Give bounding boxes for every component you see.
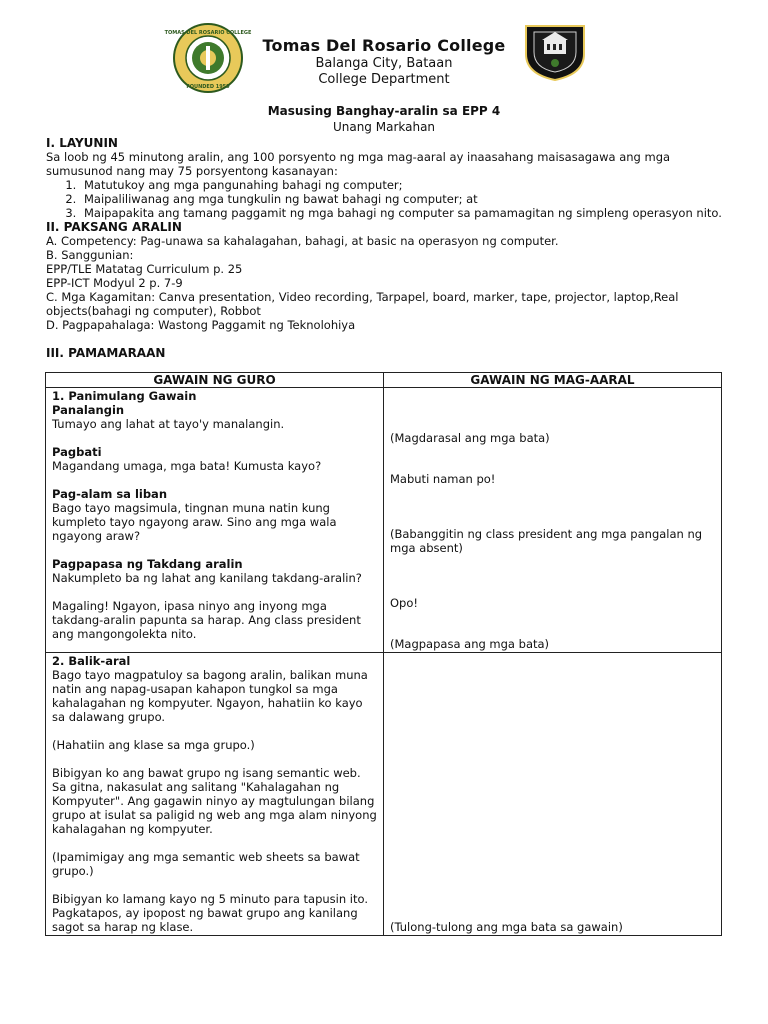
sub-heading: Pag-alam sa liban — [52, 487, 168, 501]
student-response: (Magpapasa ang mga bata) — [390, 637, 550, 651]
logo-founded-text: FOUNDED 1959 — [186, 84, 230, 90]
teacher-text: Bibigyan ko lamang kayo ng 5 minuto para tapusin ito. Pagkatapos, ay ipopost ng bawat grupo ang kanilang sagot sa harap ng klase. — [52, 892, 368, 934]
table-header-row — [46, 373, 722, 388]
college-name: Tomas Del Rosario College — [262, 36, 506, 55]
shield-crest-icon — [522, 22, 588, 82]
row-title: 1. Panimulang Gawain — [52, 389, 197, 403]
teacher-text: Bibigyan ko ang bawat grupo ng isang semantic web. Sa gitna, nakasulat ang salitang "Kahalagahan ng Kompyuter". Ang gagawin ninyo ay magtulungan bilang grupo at isulat sa paligid ng web ang mga alam ninyong kahalagahan ng kompyuter. — [52, 766, 377, 836]
paksa-line: EPP/TLE Matatag Curriculum p. 25 — [46, 262, 243, 276]
college-department: College Department — [318, 72, 450, 87]
teacher-text: Magandang umaga, mga bata! Kumusta kayo? — [52, 459, 322, 473]
plan-subtitle: Unang Markahan — [332, 120, 436, 134]
paksa-line: A. Competency: Pag-unawa sa kahalagahan, bahagi, at basic na operasyon ng computer. — [46, 234, 559, 248]
student-response: (Babanggitin ng class president ang mga pangalan ng mga absent) — [390, 527, 703, 555]
list-item: 2. Maipaliliwanag ang mga tungkulin ng bawat bahagi ng computer; at — [80, 192, 726, 206]
section-heading-pamamaraan: III. PAMAMARAAN — [46, 346, 166, 360]
teacher-text: Nakumpleto ba ng lahat ang kanilang takdang-aralin? — [52, 571, 362, 585]
plan-title: Masusing Banghay-aralin sa EPP 4 — [267, 104, 501, 118]
cell-guro-panimula — [46, 388, 384, 653]
cell-guro-balik-aral — [46, 653, 384, 936]
teacher-text: (Ipamimigay ang mga semantic web sheets sa bawat grupo.) — [52, 850, 360, 878]
logo-ring-text: TOMAS DEL ROSARIO COLLEGE — [164, 30, 252, 36]
college-seal-icon — [164, 22, 252, 94]
student-response: (Tulong-tulong ang mga bata sa gawain) — [390, 920, 623, 934]
paksa-line: EPP-ICT Modyul 2 p. 7-9 — [46, 276, 183, 290]
column-header-guro: GAWAIN NG GURO — [46, 373, 384, 388]
teacher-text: Tumayo ang lahat at tayo'y manalangin. — [52, 417, 285, 431]
teacher-text: Magaling! Ngayon, ipasa ninyo ang inyong mga takdang-aralin papunta sa harap. Ang class president ang mangongolekta nito. — [52, 599, 361, 641]
row-title: 2. Balik-aral — [52, 654, 131, 668]
paksa-line: C. Mga Kagamitan: Canva presentation, Video recording, Tarpapel, board, marker, tape, projector, laptop,Real objects(bahagi ng computer), Robbot — [46, 290, 679, 318]
student-response: (Magdarasal ang mga bata) — [390, 431, 550, 445]
list-item: 3. Maipapakita ang tamang paggamit ng mga bahagi ng computer sa pamamagitan ng simpleng operasyon nito. — [80, 206, 726, 220]
cell-mag-aaral-panimula — [384, 388, 722, 653]
sub-heading: Pagpapasa ng Takdang aralin — [52, 557, 243, 571]
sub-heading: Panalangin — [52, 403, 125, 417]
paksa-line: B. Sanggunian: — [46, 248, 134, 262]
teacher-text: (Hahatiin ang klase sa mga grupo.) — [52, 738, 255, 752]
section-heading-layunin: I. LAYUNIN — [46, 136, 118, 150]
lesson-content — [46, 136, 726, 360]
list-item: 1. Matutukoy ang mga pangunahing bahagi ng computer; — [80, 178, 726, 192]
student-response: Mabuti naman po! — [390, 472, 496, 486]
column-header-mag-aaral: GAWAIN NG MAG-AARAL — [384, 373, 722, 388]
student-response: Opo! — [390, 596, 418, 610]
layunin-list — [46, 178, 726, 220]
sub-heading: Pagbati — [52, 445, 102, 459]
cell-mag-aaral-balik-aral — [384, 653, 722, 936]
teacher-text: Bago tayo magpatuloy sa bagong aralin, balikan muna natin ang napag-usapan kahapon tungkol sa mga kahalagahan ng kompyuter. Ngayon, hahatiin ko kayo sa dalawang grupo. — [52, 668, 368, 724]
procedure-table — [45, 372, 722, 936]
college-city: Balanga City, Bataan — [315, 56, 453, 71]
layunin-intro: Sa loob ng 45 minutong aralin, ang 100 porsyento ng mga mag-aaral ay inaasahang maisasagawa ang mga sumusunod nang may 75 porsyentong kasanayan: — [46, 150, 671, 178]
paksa-line: D. Pagpapahalaga: Wastong Paggamit ng Teknolohiya — [46, 318, 356, 332]
table-row — [46, 653, 722, 936]
teacher-text: Bago tayo magsimula, tingnan muna natin kung kumpleto tayo ngayong araw. Sino ang mga wala ngayong araw? — [52, 501, 337, 543]
table-row — [46, 388, 722, 653]
section-heading-paksang-aralin: II. PAKSANG ARALIN — [46, 220, 182, 234]
